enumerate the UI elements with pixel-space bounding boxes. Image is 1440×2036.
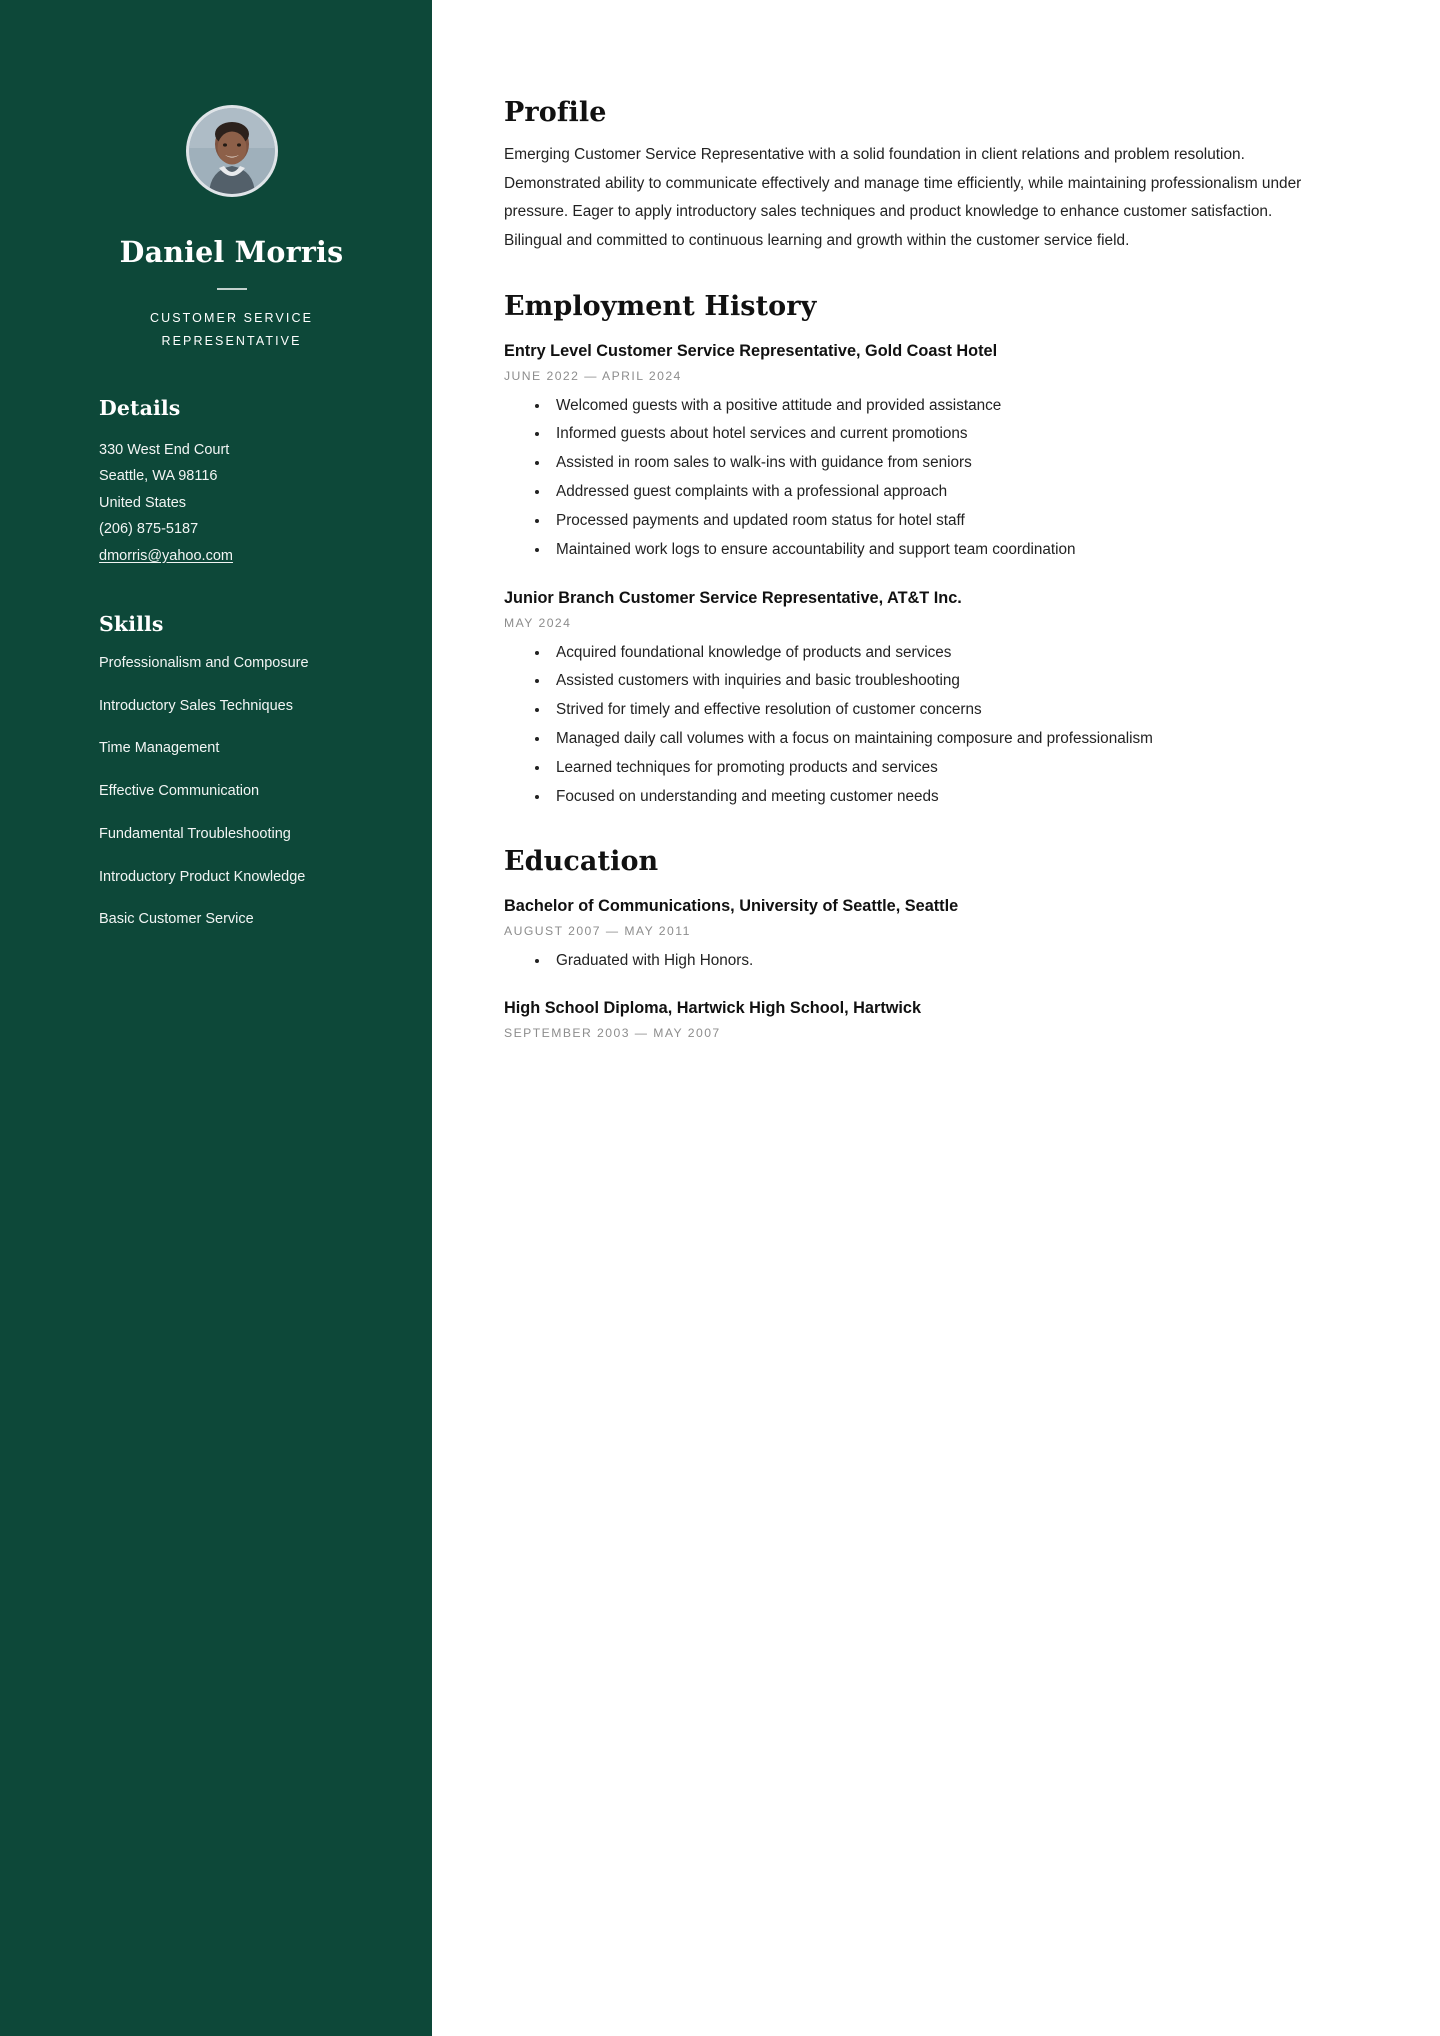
name-divider	[217, 288, 247, 290]
detail-address-line2: Seattle, WA 98116	[99, 468, 218, 485]
candidate-job-title: CUSTOMER SERVICE REPRESENTATIVE	[149, 310, 314, 348]
bullet-item: • Assisted in room sales to walk-ins with guidance from seniors	[550, 449, 1337, 477]
education-section	[504, 846, 1337, 1041]
profile-text: Emerging Customer Service Representative with a solid foundation in client relations and problem resolution. Demonstrated ability to communicate effectively and manage time efficiently, while maintaining professionalism under pressure. Eager to apply introductory sales techniques and product knowledge to enhance customer satisfaction. Bilingual and committed to continuous learning and growth within the customer service field.	[504, 146, 1302, 249]
avatar-photo-icon	[189, 108, 275, 194]
details-section	[99, 396, 364, 569]
candidate-name: Daniel Morris	[119, 235, 344, 269]
main-content	[432, 0, 1440, 2036]
skill-item: Introductory Sales Techniques	[99, 697, 293, 714]
detail-phone: (206) 875-5187	[99, 521, 199, 538]
employment-dates: MAY 2024	[504, 615, 572, 630]
education-entry	[504, 895, 1337, 975]
bullet-item: • Informed guests about hotel services and current promotions	[550, 420, 1337, 448]
detail-address-line1: 330 West End Court	[99, 442, 230, 459]
employment-title: Entry Level Customer Service Representative, Gold Coast Hotel	[504, 341, 998, 360]
bullet-item: • Addressed guest complaints with a professional approach	[550, 478, 1337, 506]
bullet-item: • Maintained work logs to ensure accountability and support team coordination	[550, 536, 1337, 564]
education-heading: Education	[504, 845, 659, 877]
detail-email-link[interactable]: dmorris@yahoo.com	[99, 547, 233, 564]
education-title: Bachelor of Communications, University of Seattle, Seattle	[504, 896, 959, 915]
skill-item: Effective Communication	[99, 783, 260, 800]
bullet-item: • Processed payments and updated room status for hotel staff	[550, 507, 1337, 535]
employment-title: Junior Branch Customer Service Representative, AT&T Inc.	[504, 588, 962, 607]
education-entry	[504, 997, 1337, 1040]
profile-heading: Profile	[504, 97, 607, 128]
bullet-item: • Strived for timely and effective resolution of customer concerns	[550, 696, 1337, 724]
employment-bullets	[504, 392, 1337, 564]
bullet-item: • Assisted customers with inquiries and basic troubleshooting	[550, 667, 1337, 695]
skill-item: Fundamental Troubleshooting	[99, 825, 291, 842]
avatar	[186, 105, 278, 197]
education-dates: AUGUST 2007 — MAY 2011	[504, 923, 691, 938]
skills-heading: Skills	[99, 611, 164, 636]
education-title: High School Diploma, Hartwick High School, Hartwick	[504, 999, 922, 1018]
bullet-item: • Acquired foundational knowledge of products and services	[550, 639, 1337, 667]
skill-item: Time Management	[99, 740, 220, 757]
education-bullets	[504, 947, 1337, 975]
bullet-item: • Learned techniques for promoting products and services	[550, 754, 1337, 782]
bullet-item: • Managed daily call volumes with a focus on maintaining composure and professionalism	[550, 725, 1337, 753]
education-dates: SEPTEMBER 2003 — MAY 2007	[504, 1026, 721, 1041]
skills-section	[99, 612, 364, 931]
skill-item: Professionalism and Composure	[99, 654, 309, 671]
profile-section	[504, 97, 1337, 256]
employment-entry	[504, 340, 1337, 564]
employment-entry	[504, 587, 1337, 811]
employment-heading: Employment History	[504, 290, 817, 322]
employment-bullets	[504, 639, 1337, 811]
employment-section	[504, 291, 1337, 811]
detail-country: United States	[99, 494, 187, 511]
bullet-item: • Focused on understanding and meeting customer needs	[550, 783, 1337, 811]
bullet-item: • Welcomed guests with a positive attitude and provided assistance	[550, 392, 1337, 420]
skill-item: Introductory Product Knowledge	[99, 868, 306, 885]
details-heading: Details	[99, 396, 181, 421]
employment-dates: JUNE 2022 — APRIL 2024	[504, 368, 682, 383]
bullet-item: • Graduated with High Honors.	[550, 947, 1337, 975]
sidebar	[0, 0, 432, 2036]
skill-item: Basic Customer Service	[99, 911, 254, 928]
